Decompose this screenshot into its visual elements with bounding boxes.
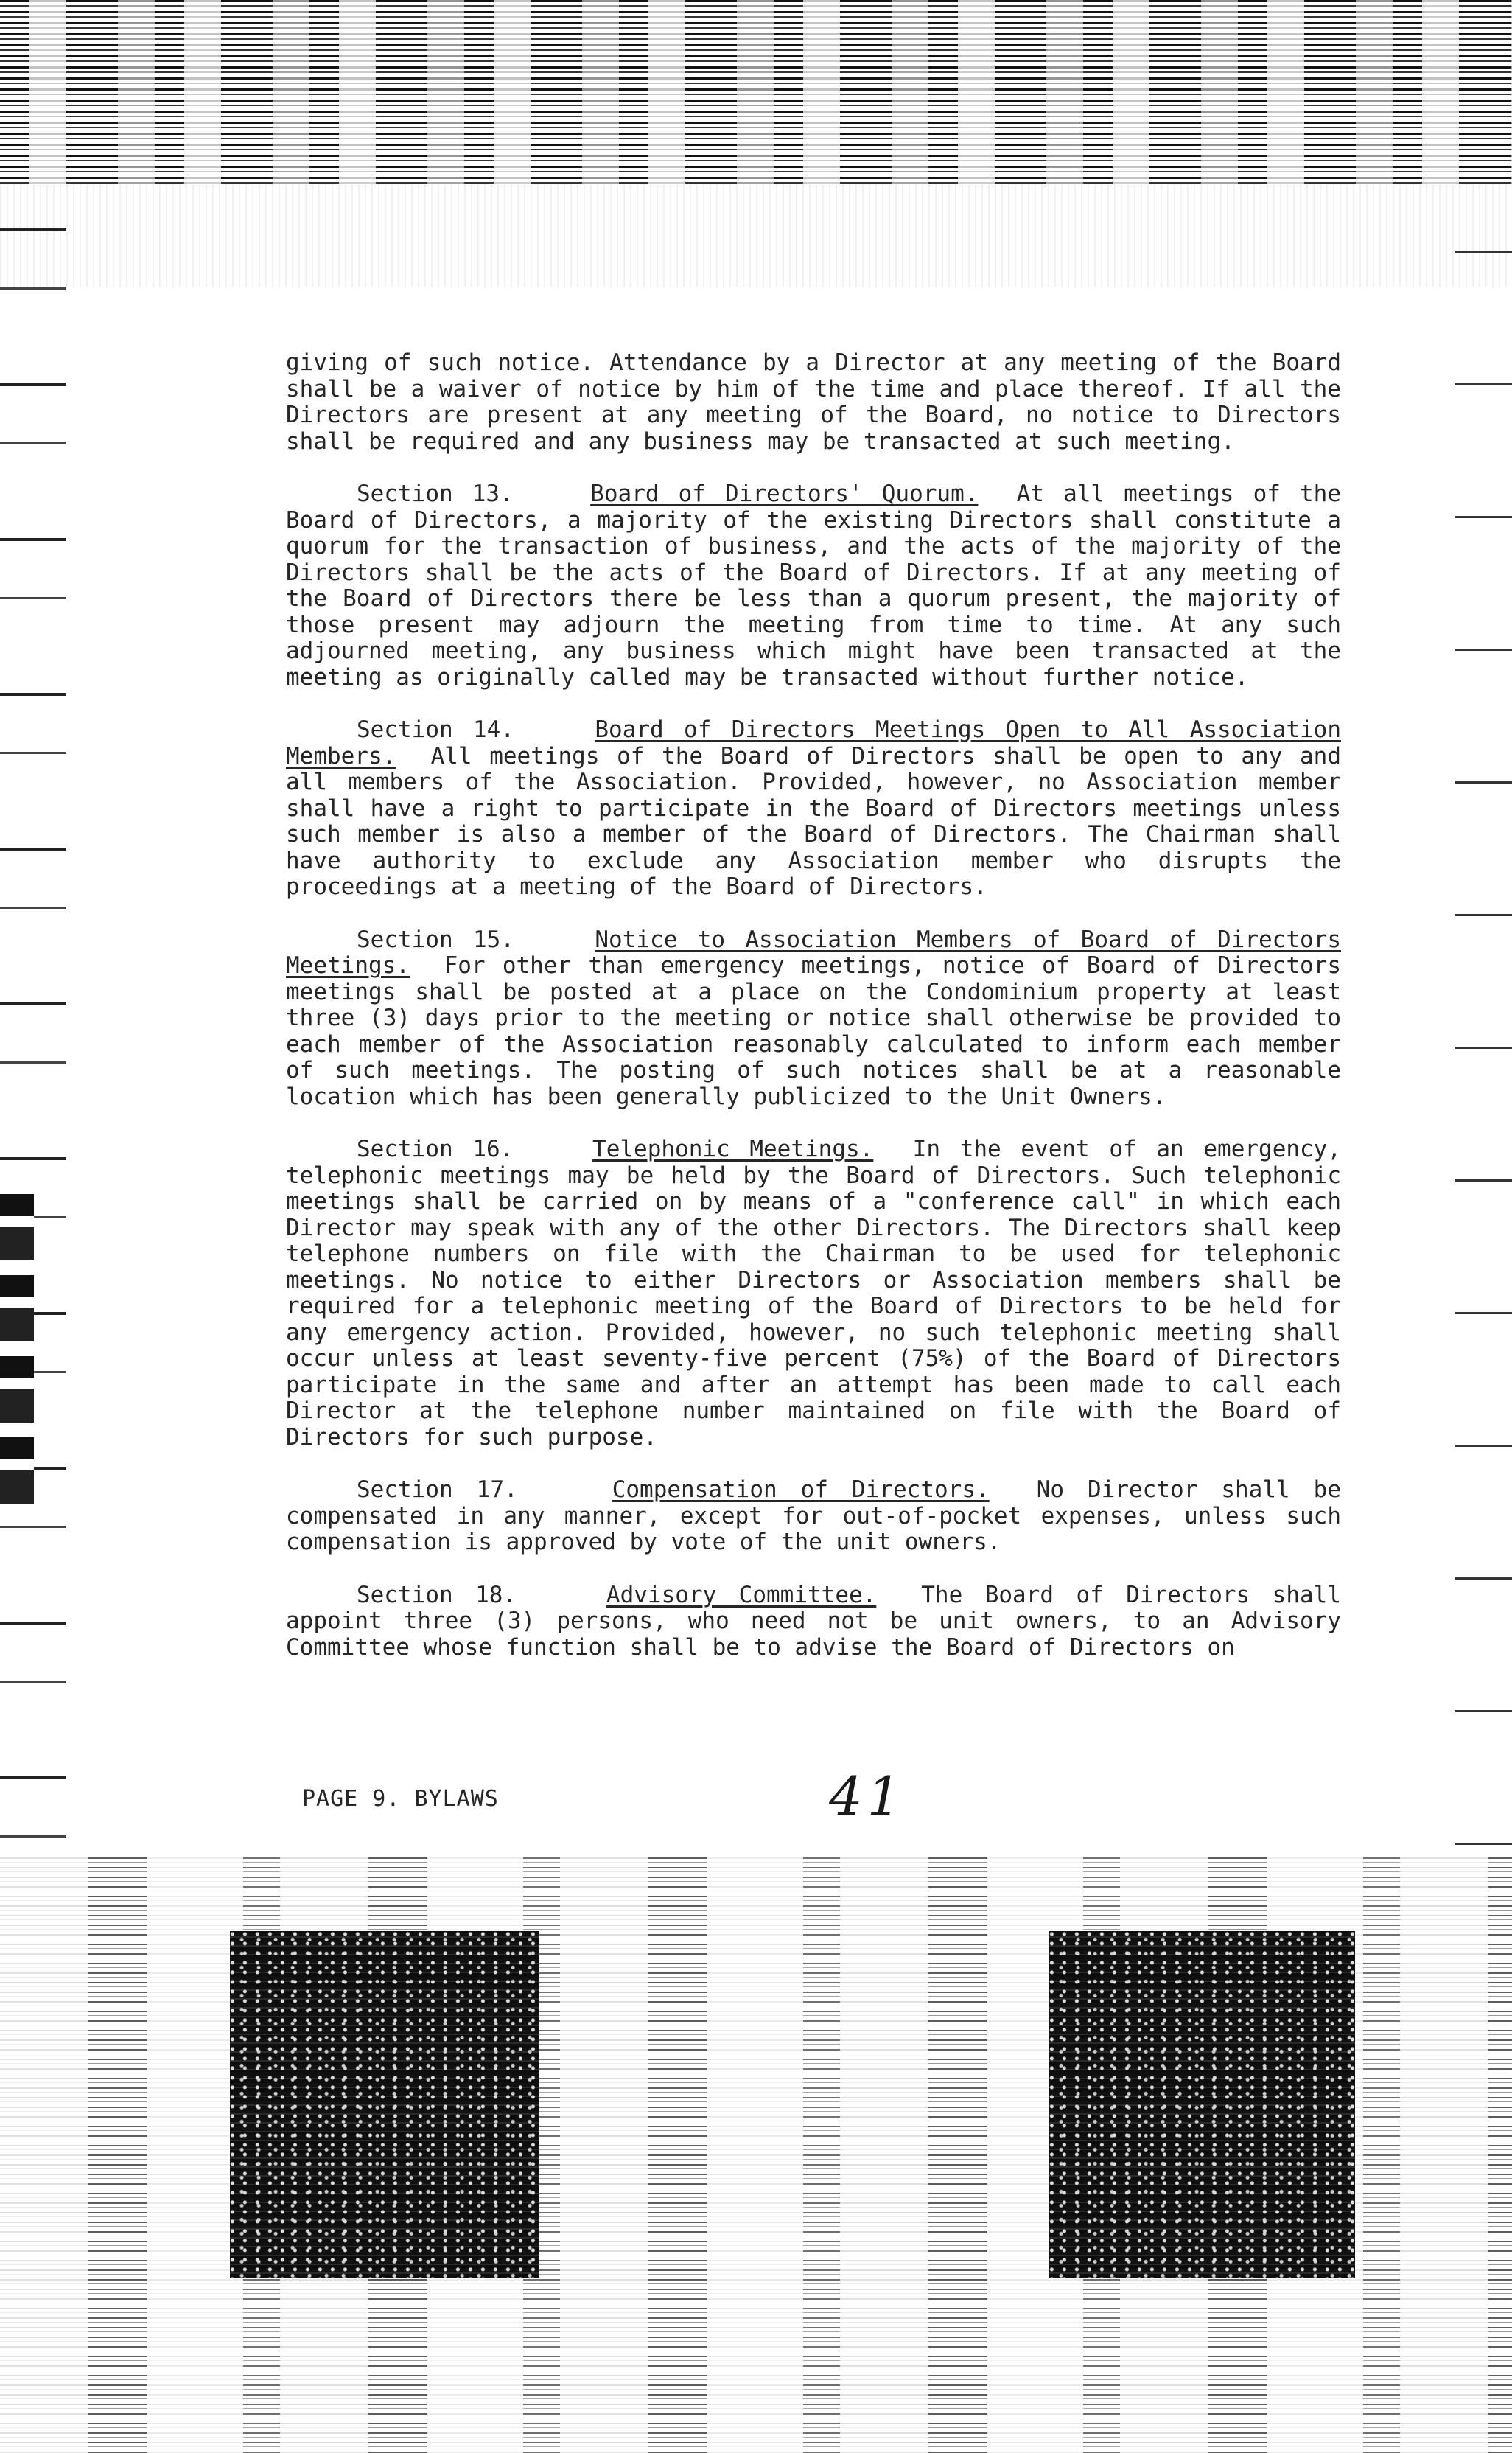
scan-noise-left-edge (0, 184, 66, 1850)
section-number: Section 18. (357, 1581, 517, 1608)
section-number: Section 15. (357, 926, 514, 953)
page-footer-label: PAGE 9. BYLAWS (302, 1786, 499, 1812)
section-text: No Director shall be compensated in any manner, except for out-of-pocket expenses, unless such compensation is approved by vote of the unit owners. (286, 1476, 1341, 1555)
opening-paragraph: giving of such notice. Attendance by a Director at any meeting of the Board shall be a waiver of notice by him of the time and place thereof. If all the Directors are present at any meeting of the Board, no notice to Directors shall be required and any business may be transacted at such meeting. (286, 349, 1341, 455)
section-13 (286, 481, 1341, 691)
section-number: Section 16. (357, 1136, 514, 1162)
document-body (286, 350, 1341, 1687)
section-title: Board of Directors' Quorum. (590, 481, 979, 507)
section-text: At all meetings of the Board of Directors, a majority of the existing Directors shall constitute a quorum for the transaction of business, and the acts of the majority of the Directors shall be the acts of the Board of Directors. If at any meeting of the Board of Directors there be less than a quorum present, the majority of those present may adjourn the meeting from time to time. At any such adjourned meeting, any business which might have been transacted at the meeting as originally called may be transacted without further notice. (286, 481, 1342, 691)
section-text: For other than emergency meetings, notice of Board of Directors meetings shall be posted at a place on the Condominium property at least three (3) days prior to the meeting or notice shall otherwise be provided to each member of the Association reasonably calculated to inform each member of such meetings. The posting of such notices shall be at a reasonable location which has been generally publicized to the Unit Owners. (286, 952, 1341, 1110)
section-number: Section 14. (357, 716, 514, 743)
section-17 (286, 1477, 1341, 1556)
section-text: The Board of Directors shall appoint three (3) persons, who need not be unit owners, to an Advisory Committee whose function shall be to advise the Board of Directors on (286, 1581, 1341, 1661)
scan-noise-left-block (0, 1194, 34, 1511)
scan-dark-block-right (1049, 1931, 1355, 2278)
section-title: Notice to Association Members of Board of Directors Meetings. (286, 926, 1341, 979)
section-14 (286, 717, 1341, 901)
section-title: Board of Directors Meetings Open to All Association Members. (286, 716, 1341, 770)
scan-noise-top-fade (0, 184, 1512, 287)
section-text: In the event of an emergency, telephonic meetings may be held by the Board of Directors. Such telephonic meetings shall be carried on by means of a "conference call" in which each Director may speak with any of the other Directors. The Directors shall keep telephone numbers on file with the Chairman to be used for telephonic meetings. No notice to either Directors or Association members shall be required for a telephonic meeting of the Board of Directors to be held for any emergency action. Provided, however, no such telephonic meeting shall occur unless at least seventy-five percent (75%) of the Board of Directors participate in the same and after an attempt has been made to call each Director at the telephone number maintained on file with the Board of Directors for such purpose. (286, 1136, 1342, 1451)
handwritten-page-number: 41 (829, 1765, 906, 1827)
scan-noise-top (0, 0, 1512, 184)
section-16 (286, 1137, 1341, 1451)
section-number: Section 13. (357, 481, 514, 507)
scan-noise-right-edge (1455, 184, 1512, 1850)
section-title: Compensation of Directors. (612, 1476, 990, 1503)
section-18 (286, 1583, 1341, 1661)
section-15 (286, 927, 1341, 1111)
section-title: Telephonic Meetings. (592, 1136, 874, 1162)
section-title: Advisory Committee. (606, 1581, 877, 1608)
section-text: All meetings of the Board of Directors shall be open to any and all members of the Association. Provided, however, no Association member shall have a right to participate in the Board of Directors meetings unless such member is also a member of the Board of Directors. The Chairman shall have authority to exclude any Association member who disrupts the proceedings at a meeting of the Board of Directors. (286, 742, 1341, 900)
scan-dark-block-left (230, 1931, 539, 2278)
section-number: Section 17. (357, 1476, 518, 1503)
